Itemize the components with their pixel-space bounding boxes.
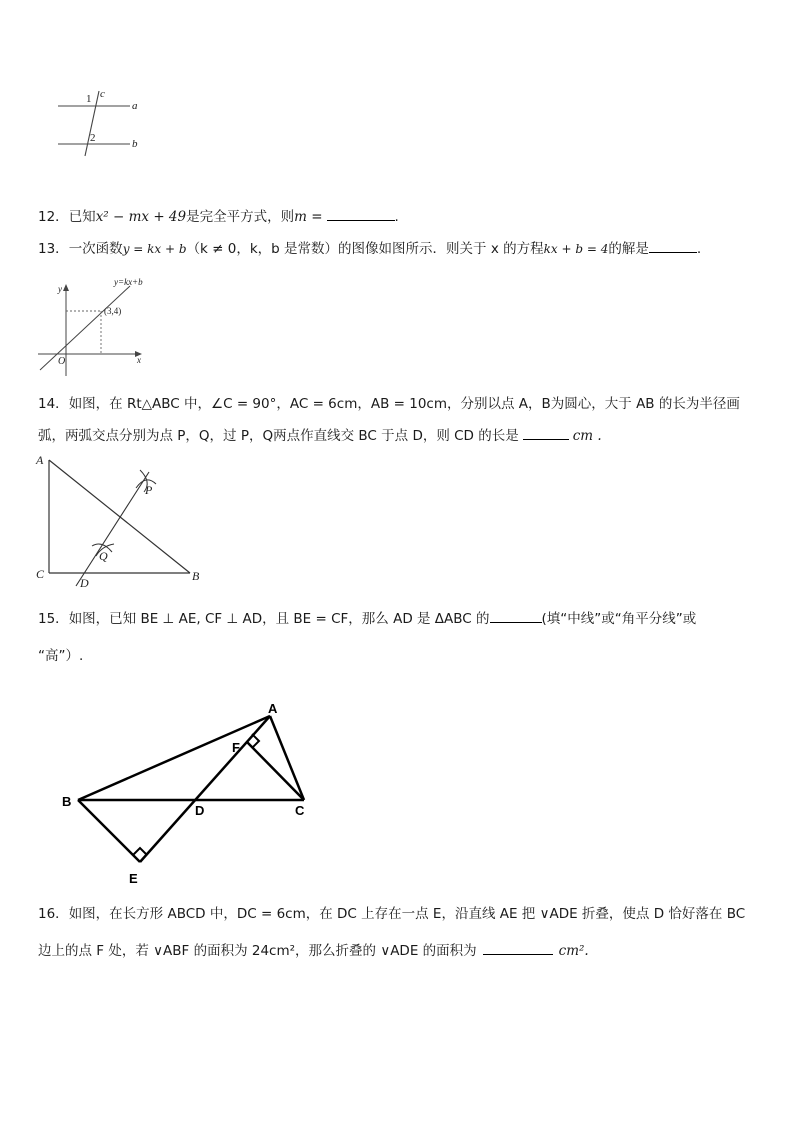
- question-16-line-2: [38, 940, 589, 961]
- q12-answer-blank[interactable]: [327, 206, 395, 221]
- question-15-line-1: [38, 608, 696, 629]
- q13-tail: 的解是: [608, 241, 649, 257]
- q14-unit: cm .: [572, 428, 602, 444]
- q14-number: 14．: [38, 396, 69, 412]
- q16-text-line-2: 边上的点 F 处，若 ∨ABF 的面积为 24cm²，那么折叠的 ∨ADE 的面积为: [38, 943, 477, 959]
- vertex-a-label: A: [36, 453, 44, 467]
- triangle-median-figure: [56, 698, 326, 888]
- angle-2-label: 2: [90, 132, 96, 144]
- line-c-label: c: [100, 88, 105, 100]
- q13-condition: （k ≠ 0，k，b 是常数）的图像如图所示．则关于 x 的方程: [186, 241, 544, 257]
- q15-options: (填“中线”或“角平分线”或: [541, 611, 697, 627]
- question-16-line-1: [38, 904, 745, 924]
- q15-number: 15．: [38, 611, 69, 627]
- q13-answer-blank[interactable]: [649, 238, 697, 253]
- parallel-lines-figure: [50, 86, 150, 158]
- q16-number: 16．: [38, 906, 69, 922]
- q13-text-pre: 一次函数: [68, 241, 123, 257]
- right-triangle-figure: [32, 448, 212, 588]
- q14-answer-blank[interactable]: [523, 425, 569, 440]
- line-a-label: a: [132, 100, 138, 112]
- q12-text-pre: 已知: [68, 209, 96, 225]
- x-axis-label: x: [137, 355, 141, 365]
- line-equation-label: y=kx+b: [114, 277, 143, 287]
- q13-end: .: [696, 241, 702, 257]
- q12-end: .: [394, 209, 399, 225]
- label-c: C: [295, 803, 305, 818]
- point-d-label: D: [80, 576, 89, 588]
- question-13: [38, 238, 701, 259]
- label-a: A: [268, 701, 278, 716]
- question-14-line-1: [38, 394, 740, 414]
- question-15-line-2: [38, 646, 83, 666]
- q16-answer-blank[interactable]: [483, 940, 553, 955]
- q16-text-line-1: 如图，在长方形 ABCD 中，DC = 6cm，在 DC 上存在一点 E，沿直线 AE 把 ∨ADE 折叠，使点 D 恰好落在 BC: [68, 906, 746, 922]
- q13-function: y = kx + b: [122, 242, 187, 256]
- q15-text-line-1: 如图，已知 BE ⊥ AE, CF ⊥ AD，且 BE = CF，那么 AD 是 ΔABC 的: [68, 611, 490, 627]
- line-b-label: b: [132, 138, 138, 150]
- q15-answer-blank[interactable]: [490, 608, 542, 623]
- q15-text-line-2: “高”）.: [38, 648, 84, 664]
- q16-unit: cm².: [558, 943, 589, 959]
- point-q-label: Q: [99, 549, 108, 563]
- label-e: E: [129, 871, 138, 886]
- vertex-c-label: C: [36, 567, 45, 581]
- label-d: D: [195, 803, 205, 818]
- angle-1-label: 1: [86, 93, 92, 105]
- label-f: F: [232, 740, 240, 755]
- linear-function-graph: [34, 274, 154, 378]
- q12-expression: x² − mx + 49: [95, 209, 187, 225]
- q12-answer-var: m =: [294, 209, 323, 225]
- q13-equation: kx + b = 4: [543, 242, 609, 256]
- q14-text-line-1: 如图，在 Rt△ABC 中，∠C = 90°，AC = 6cm，AB = 10cm，分别以点 A，B为圆心，大于 AB 的长为半径画: [68, 396, 740, 412]
- q13-number: 13．: [38, 241, 69, 257]
- question-14-line-2: [38, 425, 602, 446]
- question-12: [38, 206, 399, 227]
- origin-label: O: [58, 356, 66, 367]
- q12-number: 12．: [38, 209, 69, 225]
- q12-text-mid: 是完全平方式，则: [186, 209, 295, 225]
- y-axis-label: y: [58, 284, 62, 294]
- vertex-b-label: B: [192, 569, 200, 583]
- q14-text-line-2: 弧，两弧交点分别为点 P，Q，过 P，Q两点作直线交 BC 于点 D，则 CD 的长是: [38, 428, 519, 444]
- point-p-label: P: [145, 483, 153, 497]
- point-label: (3,4): [104, 306, 122, 316]
- label-b: B: [62, 794, 72, 809]
